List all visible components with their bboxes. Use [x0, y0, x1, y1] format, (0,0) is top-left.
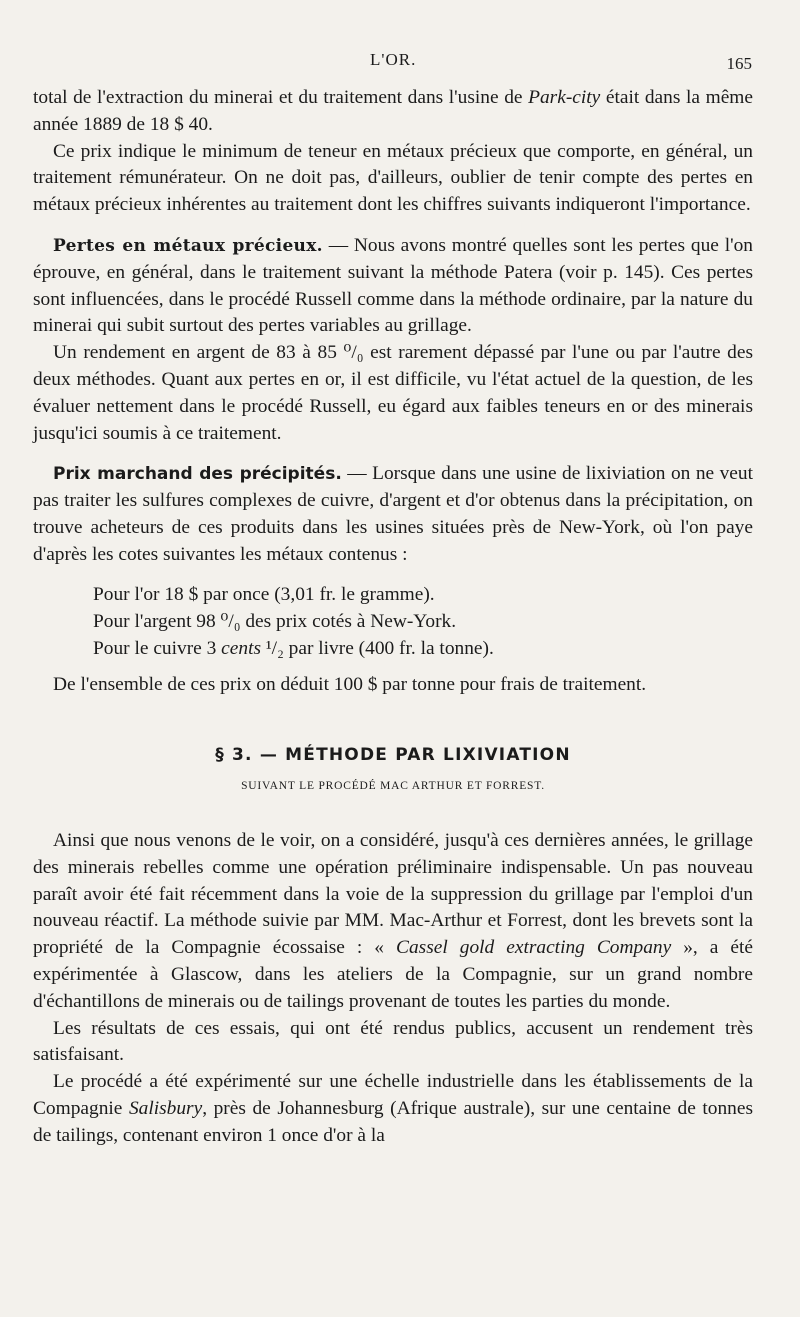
- running-head: L'OR.: [370, 50, 417, 69]
- paragraph-park-city: total de l'extraction du minerai et du traitement dans l'usine de Park-city était dans la même année 1889 de 18 $ 40.: [33, 87, 753, 135]
- heading-prix-marchand: Prix marchand des précipités.: [53, 464, 342, 485]
- paragraph-resultats: Les résultats de ces essais, qui ont été rendus publics, accusent un rendement très satisfaisant.: [33, 1017, 753, 1066]
- paragraph-grillage: Ainsi que nous venons de le voir, on a considéré, jusqu'à ces dernières années, le grillage des minerais rebelles comme une opération préliminaire indispensable. Un pas nouveau paraît avoir été fait récemment dans la voie de la suppression du grillage par l'emploi d'un nouveau réactif. La méthode suivie par MM. Mac-Arthur et Forrest, dont les brevets sont la propriété de la Compagnie écossaise : « Cassel gold extracting Company », a été expérimentée à Glascow, dans les ateliers de la Compagnie, sur un grand nombre d'échantillons de minerais ou de tailings provenant de toutes les parties du monde.: [33, 829, 753, 1012]
- page-header: [0, 50, 800, 78]
- paragraph-rendement-argent: Un rendement en argent de 83 à 85 ⁰/₀ est rarement dépassé par l'une ou par l'autre des deux méthodes. Quant aux pertes en or, il est difficile, vu l'état actuel de la question, de les évaluer nettement dans le procédé Russell, eu égard aux faibles teneurs en or des minerais jusqu'ici soumis à ce traitement.: [33, 342, 754, 444]
- paragraph-salisbury: Le procédé a été expérimenté sur une échelle industrielle dans les établissements de la Compagnie Salisbury, près de Johannesburg (Afrique australe), sur une centaine de tonnes de tailings, contenant environ 1 once d'or à la: [33, 1071, 753, 1146]
- price-copper: Pour le cuivre 3 cents ¹/₂ par livre (400 fr. la tonne).: [93, 637, 494, 659]
- price-silver: Pour l'argent 98 ⁰/₀ des prix cotés à New-York.: [93, 610, 457, 632]
- paragraph-pertes: Pertes en métaux précieux. — Nous avons montré quelles sont les pertes que l'on éprouve, en général, dans le traitement suivant la méthode Patera (voir p. 145). Ces pertes sont influencées, dans le procédé Russell comme dans la méthode ordinaire, par la nature du minerai qui subit surtout des pertes variables au grillage.: [33, 234, 753, 337]
- heading-pertes: Pertes en métaux précieux.: [53, 235, 323, 256]
- price-list: [93, 581, 753, 662]
- section-title: § 3. — MÉTHODE PAR LIXIVIATION: [215, 745, 571, 766]
- price-gold: Pour l'or 18 $ par once (3,01 fr. le gramme).: [93, 583, 435, 605]
- section-subtitle: SUIVANT LE PROCÉDÉ MAC ARTHUR ET FORREST.: [241, 780, 545, 793]
- paragraph-prix-marchand: Prix marchand des précipités. — Lorsque dans une usine de lixiviation on ne veut pas traiter les sulfures complexes de cuivre, d'argent et d'or obtenus dans la précipitation, on trouve acheteurs de ces produits dans les usines situées près de New-York, où l'on paye d'après les cotes suivantes les métaux contenus :: [33, 463, 753, 565]
- page-number: 165: [726, 54, 752, 73]
- paragraph-frais-traitement: De l'ensemble de ces prix on déduit 100 $ par tonne pour frais de traitement.: [53, 673, 647, 695]
- page-body: [33, 85, 753, 1150]
- paragraph-minimum-teneur: Ce prix indique le minimum de teneur en métaux précieux que comporte, en général, un traitement rémunérateur. On ne doit pas, d'ailleurs, oublier de tenir compte des pertes en métaux précieux inhérentes au traitement dont les chiffres suivants indiqueront l'importance.: [33, 140, 753, 216]
